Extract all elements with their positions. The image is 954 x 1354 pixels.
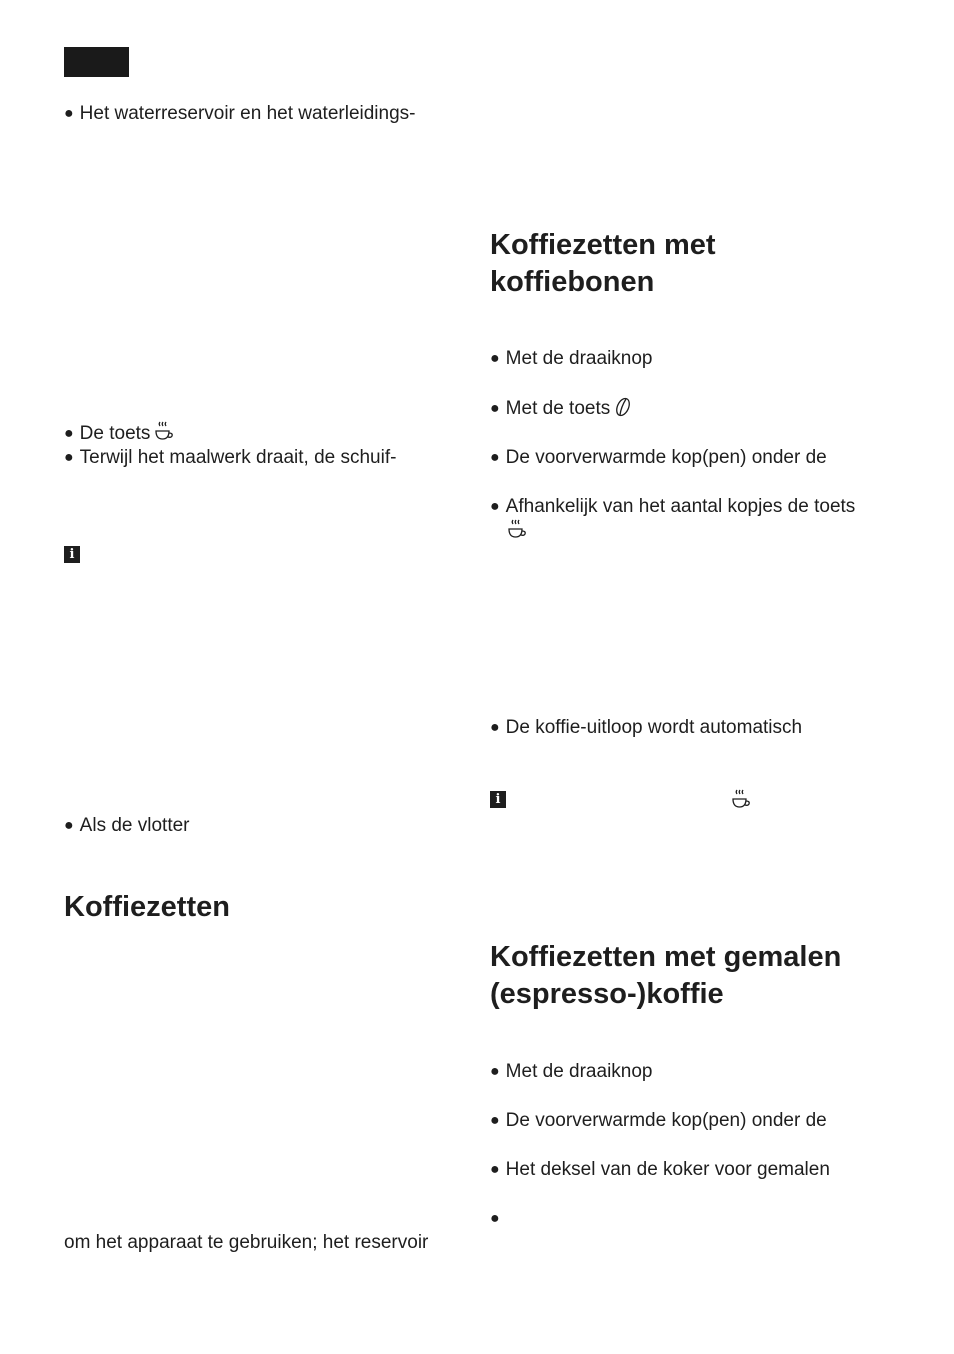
bullet-dot: ● xyxy=(490,1210,500,1227)
bullet-kop-onder-2: ● De voorverwarmde kop(pen) onder de xyxy=(490,1110,827,1131)
bullet-dot: ● xyxy=(490,1112,500,1129)
bullet-terwijl: ● Terwijl het maalwerk draait, de schuif- xyxy=(64,447,397,468)
section-tab-marker xyxy=(64,47,129,77)
bullet-dot: ● xyxy=(490,1063,500,1080)
bullet-dot: ● xyxy=(490,719,500,736)
bullet-de-toets: ● De toets xyxy=(64,421,174,450)
heading-koffiezetten: Koffiezetten xyxy=(64,891,230,923)
line-om-het-apparaat: om het apparaat te gebruiken; het reservoir xyxy=(64,1232,429,1253)
heading-koffiezetten-met-koffiebonen: Koffiezetten met koffiebonen xyxy=(490,229,716,298)
bullet-dot: ● xyxy=(64,425,74,442)
bullet-draaiknop-1: ● Met de draaiknop xyxy=(490,348,653,369)
bullet-empty xyxy=(490,1207,506,1232)
bullet-dot: ● xyxy=(490,449,500,466)
bullet-draaiknop-2: ● Met de draaiknop xyxy=(490,1061,653,1082)
bullet-dot: ● xyxy=(490,1161,500,1178)
bullet-met-de-toets: ● Met de toets xyxy=(490,396,632,425)
bullet-als-de-vlotter: ● Als de vlotter xyxy=(64,815,190,836)
info-icon: i xyxy=(64,546,80,563)
heading-koffiezetten-met-gemalen: Koffiezetten met gemalen (espresso-)koffie xyxy=(490,941,842,1010)
bullet-dot: ● xyxy=(490,498,500,515)
coffee-bean-icon xyxy=(614,396,632,425)
bullet-kop-onder-1: ● De voorverwarmde kop(pen) onder de xyxy=(490,447,827,468)
bullet-deksel: ● Het deksel van de koker voor gemalen xyxy=(490,1159,830,1180)
cup-steam-icon xyxy=(507,519,527,546)
bullet-afhankelijk: ● Afhankelijk van het aantal kopjes de toets xyxy=(490,496,856,517)
bullet-uitloop: ● De koffie-uitloop wordt automatisch xyxy=(490,717,803,738)
bullet-dot: ● xyxy=(64,817,74,834)
bullet-water-reservoir: ● Het waterreservoir en het waterleidings- xyxy=(64,103,416,124)
info-icon: i xyxy=(490,791,506,808)
bullet-dot: ● xyxy=(64,449,74,466)
bullet-dot: ● xyxy=(64,105,74,122)
bullet-dot: ● xyxy=(490,350,500,367)
bullet-dot: ● xyxy=(490,400,500,417)
cup-steam-icon xyxy=(731,789,751,816)
